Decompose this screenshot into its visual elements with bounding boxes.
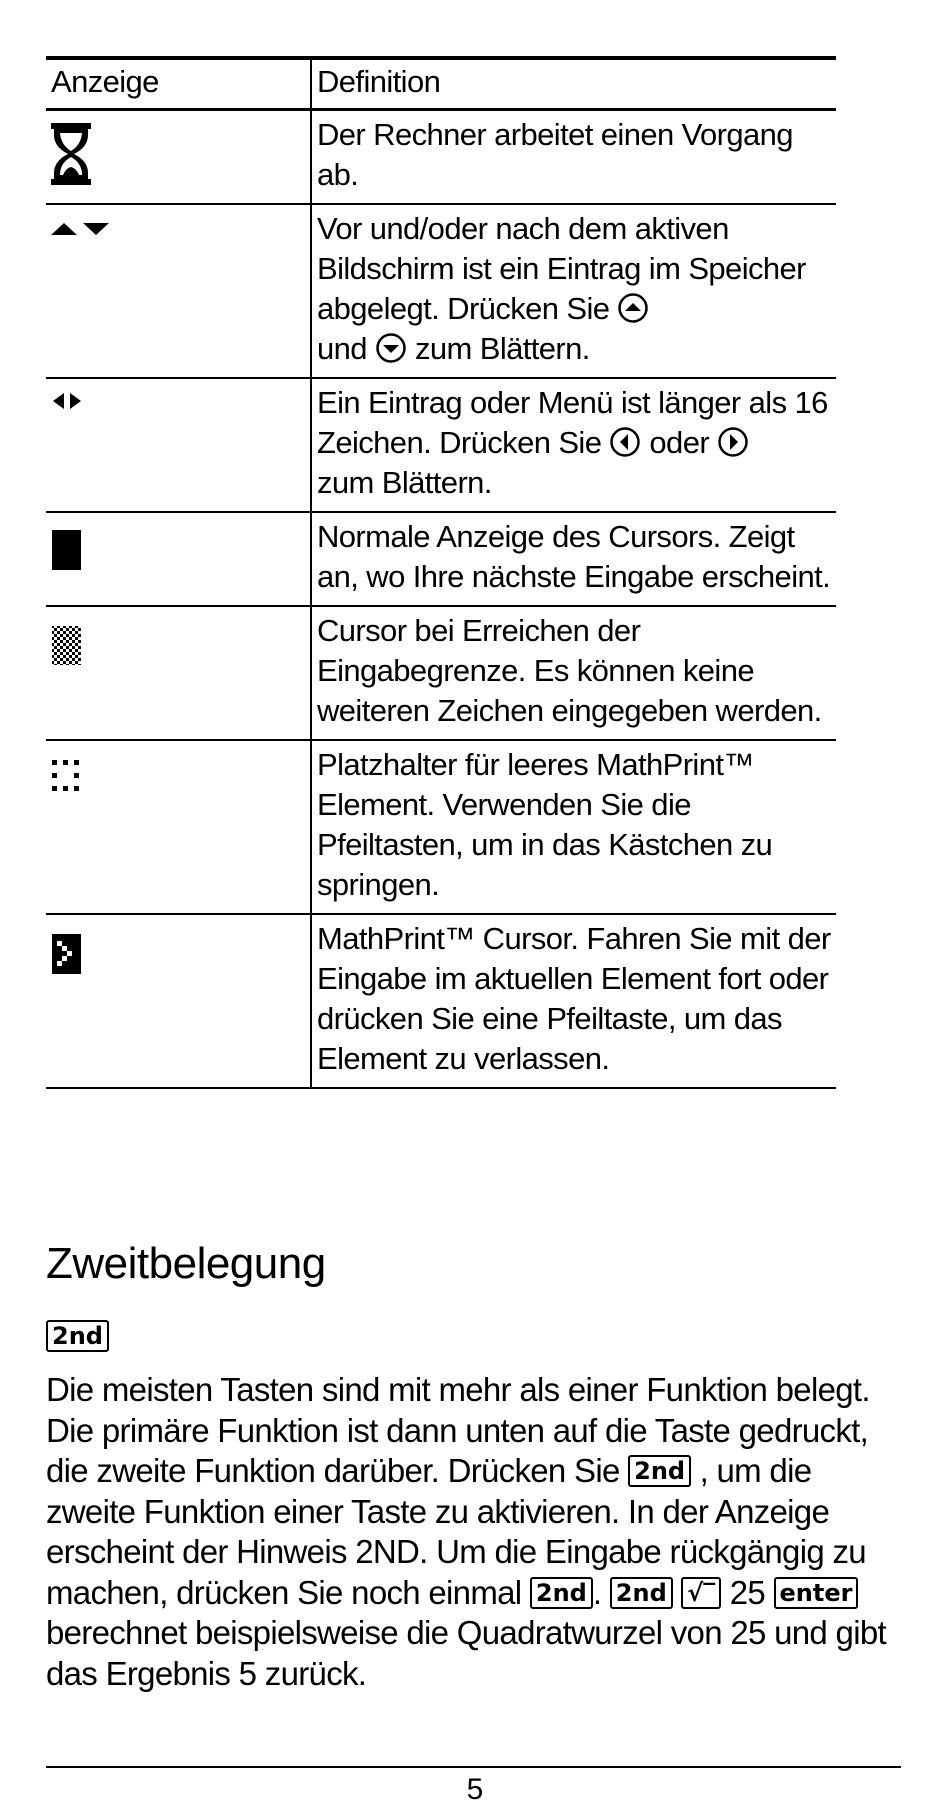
table-cell-symbol xyxy=(46,914,311,1088)
paragraph-text: berechnet beispielsweise die Quadratwurzel von 25 und gibt das Ergebnis 5 zurück. xyxy=(46,1614,886,1692)
table-cell-definition xyxy=(311,378,836,512)
2nd-key-icon: 2nd xyxy=(610,1577,673,1609)
table-cell-symbol xyxy=(46,606,311,740)
2nd-key-icon: 2nd xyxy=(530,1577,593,1609)
enter-key-icon: enter xyxy=(774,1577,859,1609)
solid-cursor-icon xyxy=(51,529,83,571)
table-header-row xyxy=(46,58,836,110)
right-arrow-key-icon xyxy=(717,426,749,458)
table-cell-symbol xyxy=(46,378,311,512)
column-header-display: Anzeige xyxy=(51,64,159,99)
column-header-definition: Definition xyxy=(311,58,836,110)
down-arrow-key-icon xyxy=(375,332,407,364)
table-cell-definition: Cursor bei Erreichen der Eingabegrenze. Es können keine weiteren Zeichen eingegeben werden. xyxy=(311,606,836,740)
indicator-table-container xyxy=(46,56,836,1089)
footer-divider xyxy=(46,1766,901,1768)
checkered-cursor-icon xyxy=(51,625,83,667)
definition-text: Ein Eintrag oder Menü ist länger als 16 Zeichen. Drücken Sie xyxy=(317,385,828,460)
table-cell-definition: Platzhalter für leeres MathPrint™ Element. Verwenden Sie die Pfeiltasten, um in das Kästchen zu springen. xyxy=(311,740,836,914)
table-row xyxy=(46,110,836,205)
dotted-placeholder-icon xyxy=(51,759,85,795)
table-row xyxy=(46,204,836,378)
definition-text: zum Blättern. xyxy=(414,331,590,366)
definition-text: oder xyxy=(649,425,710,460)
indicator-table xyxy=(46,56,836,1089)
paragraph-text: . xyxy=(592,1573,602,1611)
page-number: 5 xyxy=(466,1773,484,1806)
section-title: Zweitbelegung xyxy=(46,1239,326,1288)
left-arrow-key-icon xyxy=(609,426,641,458)
table-cell-definition: Der Rechner arbeitet einen Vorgang ab. xyxy=(311,110,836,205)
definition-text: Vor und/oder nach dem aktiven Bildschirm ist ein Eintrag im Speicher abgelegt. Drücken Sie xyxy=(317,211,806,326)
table-row xyxy=(46,378,836,512)
definition-text: zum Blättern. xyxy=(317,465,492,500)
table-cell-definition: Normale Anzeige des Cursors. Zeigt an, wo Ihre nächste Eingabe erscheint. xyxy=(311,512,836,606)
table-cell-definition: MathPrint™ Cursor. Fahren Sie mit der Eingabe im aktuellen Element fort oder drücken Sie eine Pfeiltaste, um das Element zu verlassen. xyxy=(311,914,836,1088)
paragraph-text: Die meisten Tasten sind mit mehr als einer Funktion belegt. Die primäre Funktion ist dann unten auf die Taste gedruckt, die zweite Funktion darüber. Drücken Sie xyxy=(46,1371,870,1489)
table-row xyxy=(46,606,836,740)
paragraph-text: 25 xyxy=(729,1573,766,1611)
section-paragraph xyxy=(46,1370,896,1694)
mathprint-cursor-icon xyxy=(51,933,83,975)
table-cell-symbol xyxy=(46,110,311,205)
2nd-key-icon: 2nd xyxy=(628,1455,691,1487)
left-right-arrows-icon xyxy=(51,391,85,411)
definition-text: und xyxy=(317,331,367,366)
table-row xyxy=(46,914,836,1088)
up-arrow-key-icon xyxy=(617,292,649,324)
2nd-key-icon: 2nd xyxy=(46,1320,109,1352)
up-down-arrows-icon xyxy=(51,219,113,239)
table-row xyxy=(46,740,836,914)
key-2nd-label xyxy=(46,1320,109,1352)
table-cell-symbol xyxy=(46,204,311,378)
table-cell-definition xyxy=(311,204,836,378)
paragraph-text: , um die zweite Funktion einer Taste zu aktivieren. In der Anzeige erscheint der Hinweis 2ND. Um die Eingabe rückgängig zu machen, drücken Sie noch einmal xyxy=(46,1452,866,1611)
table-cell-symbol xyxy=(46,740,311,914)
square-root-key-icon: √‾ xyxy=(681,1577,721,1609)
table-row xyxy=(46,512,836,606)
table-cell-symbol xyxy=(46,512,311,606)
hourglass-icon xyxy=(51,123,91,185)
